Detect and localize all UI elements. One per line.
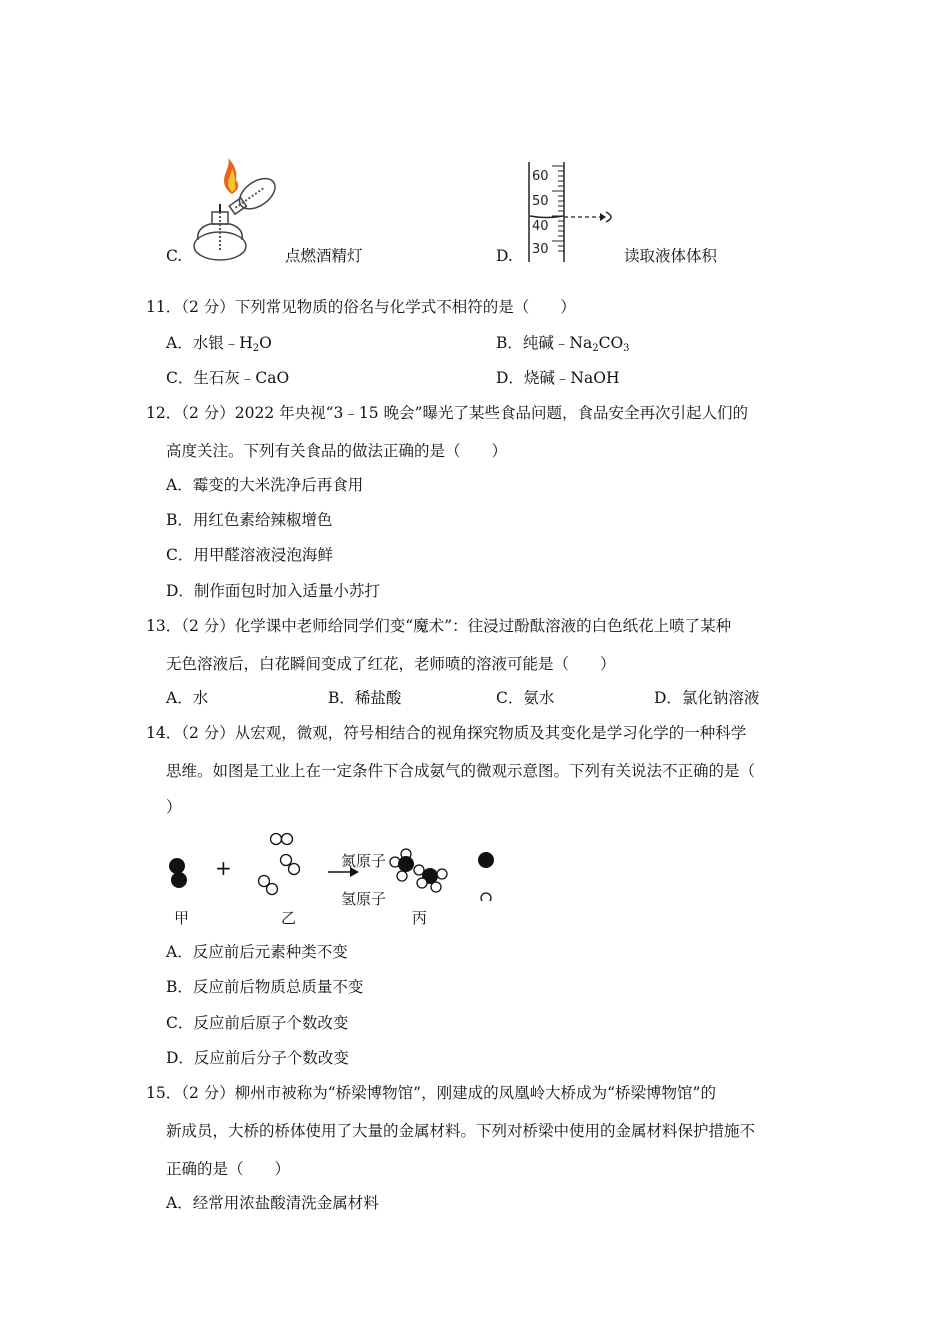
legend-nitrogen-marker [478,852,494,868]
alcohol-lamp-lighting-figure [192,158,287,266]
q11-option-d: D．烧碱﹣NaOH [496,369,620,387]
q12-option-c: C．用甲醛溶液浸泡海鲜 [166,546,333,564]
eye-icon [606,212,611,222]
q15-stem-line2: 新成员，大桥的桥体使用了大量的金属材料。下列对桥梁中使用的金属材料保护措施不 [166,1122,756,1140]
q14-option-d: D．反应前后分子个数改变 [166,1049,349,1067]
q14-option-a: A．反应前后元素种类不变 [166,943,348,961]
legend-hydrogen-marker [481,893,491,901]
q11-option-a: A．水银$﹣H_2O$ [166,334,272,354]
q10-option-d-text: 读取液体体积 [624,247,718,265]
nitrogen-atom [171,872,187,888]
cylinder-tick-60: 60 [532,169,549,184]
legend-hydrogen-label: 氢原子 [341,890,387,908]
q12-option-a: A．霉变的大米洗净后再食用 [166,476,364,494]
q10-option-d-letter: D. [496,247,513,265]
plus-sign: + [215,856,232,880]
cylinder-tick-40: 40 [532,219,549,234]
q12-stem-line1: 12．（2 分）2022 年央视“3﹣15 晚会”曝光了某些食品问题，食品安全再次引起人们的 [146,404,748,422]
q10-option-c-letter: C. [166,247,183,265]
q12-option-d: D．制作面包时加入适量小苏打 [166,582,380,600]
label-bing: 丙 [412,909,428,927]
q15-option-a: A．经常用浓盐酸清洗金属材料 [166,1194,379,1212]
q11-stem: 11．（2 分）下列常见物质的俗名与化学式不相符的是（ ） [146,298,576,316]
q10-option-c-text: 点燃酒精灯 [285,247,363,265]
q14-option-c: C．反应前后原子个数改变 [166,1014,349,1032]
legend-nitrogen-label: 氮原子 [341,852,387,870]
q15-stem-line1: 15．（2 分）柳州市被称为“桥梁博物馆”，刚建成的凤凰岭大桥成为“桥梁博物馆”的 [146,1084,716,1102]
q13-stem-line2: 无色溶液后，白花瞬间变成了红花，老师喷的溶液可能是（ ） [166,655,616,673]
q13-option-c: C．氨水 [496,689,555,707]
cylinder-tick-30: 30 [532,242,549,257]
q12-option-b: B．用红色素给辣椒增色 [166,511,333,529]
q11-option-b: B．纯碱$﹣Na_2CO_3$ [496,334,630,354]
q13-option-a: A．水 [166,689,209,707]
q13-option-b: B．稀盐酸 [328,689,402,707]
graduated-cylinder-reading-figure [526,160,626,264]
q14-stem-line1: 14．（2 分）从宏观，微观，符号相结合的视角探究物质及其变化是学习化学的一种科学 [146,724,747,742]
q14-stem-line2: 思维。如图是工业上在一定条件下合成氨气的微观示意图。下列有关说法不正确的是（ [166,762,756,780]
q13-stem-line1: 13．（2 分）化学课中老师给同学们变“魔术”：往浸过酚酞溶液的白色纸花上喷了某种 [146,617,732,635]
q11-option-c: C．生石灰﹣CaO [166,369,290,387]
label-jia: 甲 [174,909,190,927]
q12-stem-line2: 高度关注。下列有关食品的做法正确的是（ ） [166,442,508,460]
q14-option-b: B．反应前后物质总质量不变 [166,978,364,996]
q14-stem-line3: ） [166,798,182,816]
q15-stem-line3: 正确的是（ ） [166,1160,291,1178]
label-yi: 乙 [281,909,297,927]
nitrogen-atom [169,858,185,874]
cylinder-tick-50: 50 [532,194,549,209]
q13-option-d: D．氯化钠溶液 [654,689,760,707]
